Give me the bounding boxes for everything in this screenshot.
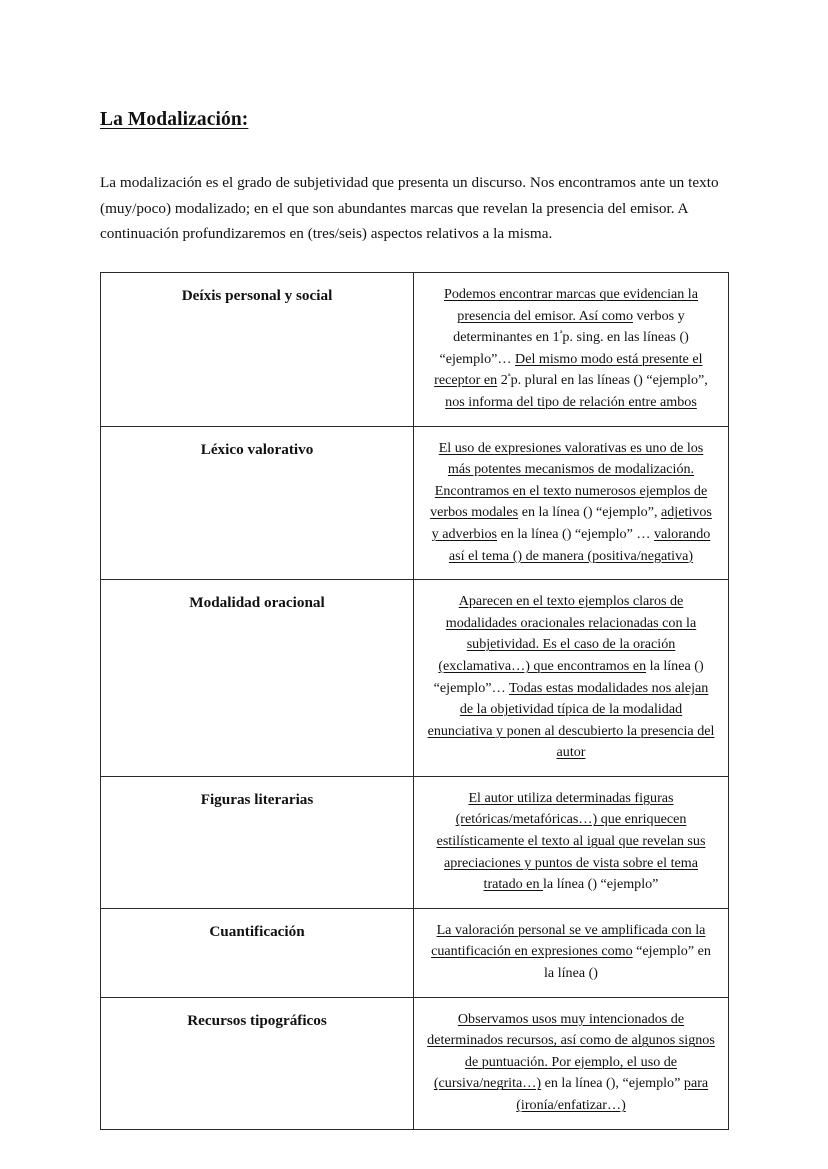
underlined-run: Observamos usos muy intencionados de determinados recursos, así como de algunos signos de puntuación. Por ejemplo, el uso de (cursiva/negrita…) [427, 1010, 715, 1092]
row-label: Cuantificación [209, 922, 305, 940]
row-label: Deíxis personal y social [181, 287, 333, 304]
underlined-run: El uso de expresiones valorativas es uno de los más potentes mecanismos de modalización. Encontramos en el texto numerosos ejemplos de verbos modales [430, 439, 708, 521]
table-row [101, 997, 729, 1129]
underlined-run: Aparecen en el texto ejemplos claros de modalidades oracionales relacionadas con la subjetividad. Es el caso de la oración (exclamativa…) que encontramos en [438, 593, 697, 674]
row-label-cell [101, 273, 414, 427]
table-body [101, 273, 729, 1130]
row-description-cell [414, 908, 729, 997]
row-label: Recursos tipográficos [187, 1011, 327, 1029]
underlined-run: Todas estas modalidades nos alejan de la objetividad típica de la modalidad enunciativa y ponen al descubierto la presencia del autor [427, 679, 715, 761]
table-row [101, 273, 729, 427]
underlined-run: El autor utiliza determinadas figuras (retóricas/metafóricas…) que enriquecen estilísticamente el texto al igual que revelan sus apreciaciones y puntos de vista sobre el tema tratado en [436, 789, 706, 893]
row-description-cell [414, 273, 729, 427]
table-row [101, 580, 729, 777]
row-description [414, 580, 728, 776]
underlined-run: valorando así el tema () de manera (positiva/negativa) [448, 525, 711, 564]
row-label-cell [101, 426, 414, 580]
row-label-cell [101, 776, 414, 908]
row-description-cell [414, 776, 729, 908]
plain-run: en la línea () “ejemplo” … [497, 525, 654, 542]
table-row [101, 426, 729, 580]
underlined-run: adjetivos y adverbios [431, 504, 712, 542]
modalization-table [100, 272, 729, 1130]
plain-run: la línea () “ejemplo” [543, 876, 659, 893]
table-row [101, 776, 729, 908]
plain-run: verbos y determinantes en $1^ªp$. sing. en las líneas () “ejemplo”… [439, 307, 689, 367]
row-description [414, 998, 728, 1129]
row-label-cell [101, 908, 414, 997]
plain-run: la línea () “ejemplo”… [433, 657, 704, 696]
row-description [414, 777, 728, 908]
underlined-run: Podemos encontrar marcas que evidencian la presencia del emisor. Así como [444, 286, 698, 324]
plain-run: en la línea (), “ejemplo” [541, 1075, 684, 1092]
row-label: Figuras literarias [200, 790, 314, 808]
row-description [414, 427, 728, 580]
intro-paragraph: La modalización es el grado de subjetividad que presenta un discurso. Nos encontramos ante un texto (muy/poco) modalizado; en el que son abundantes marcas que revelan la presencia del emisor. A continuación profundizaremos en (tres/seis) aspectos relativos a la misma. [100, 174, 719, 243]
underlined-run: La valoración personal se ve amplificada con la cuantificación en expresiones como [431, 921, 706, 960]
underlined-run: para (ironía/enfatizar…) [516, 1075, 709, 1113]
row-description [414, 909, 728, 997]
row-description-cell [414, 580, 729, 777]
underlined-run: Del mismo modo está presente el receptor en [434, 350, 703, 389]
row-label-cell [101, 997, 414, 1129]
row-description [414, 273, 728, 426]
row-description-cell [414, 426, 729, 580]
row-label: Modalidad oracional [189, 594, 325, 612]
row-label: Léxico valorativo [200, 440, 314, 458]
plain-run: $2^ªp$. plural en las líneas () “ejemplo”, [500, 372, 708, 389]
row-label-cell [101, 580, 414, 777]
page-title: La Modalización: [100, 109, 249, 131]
plain-run: “ejemplo” en la línea () [544, 943, 711, 982]
table-row [101, 908, 729, 997]
ordinal-marker: ª [507, 372, 511, 384]
row-description-cell [414, 997, 729, 1129]
ordinal-marker: ª [559, 329, 563, 341]
plain-run: en la línea () “ejemplo”, [518, 504, 661, 521]
underlined-run: nos informa del tipo de relación entre ambos [445, 393, 697, 410]
